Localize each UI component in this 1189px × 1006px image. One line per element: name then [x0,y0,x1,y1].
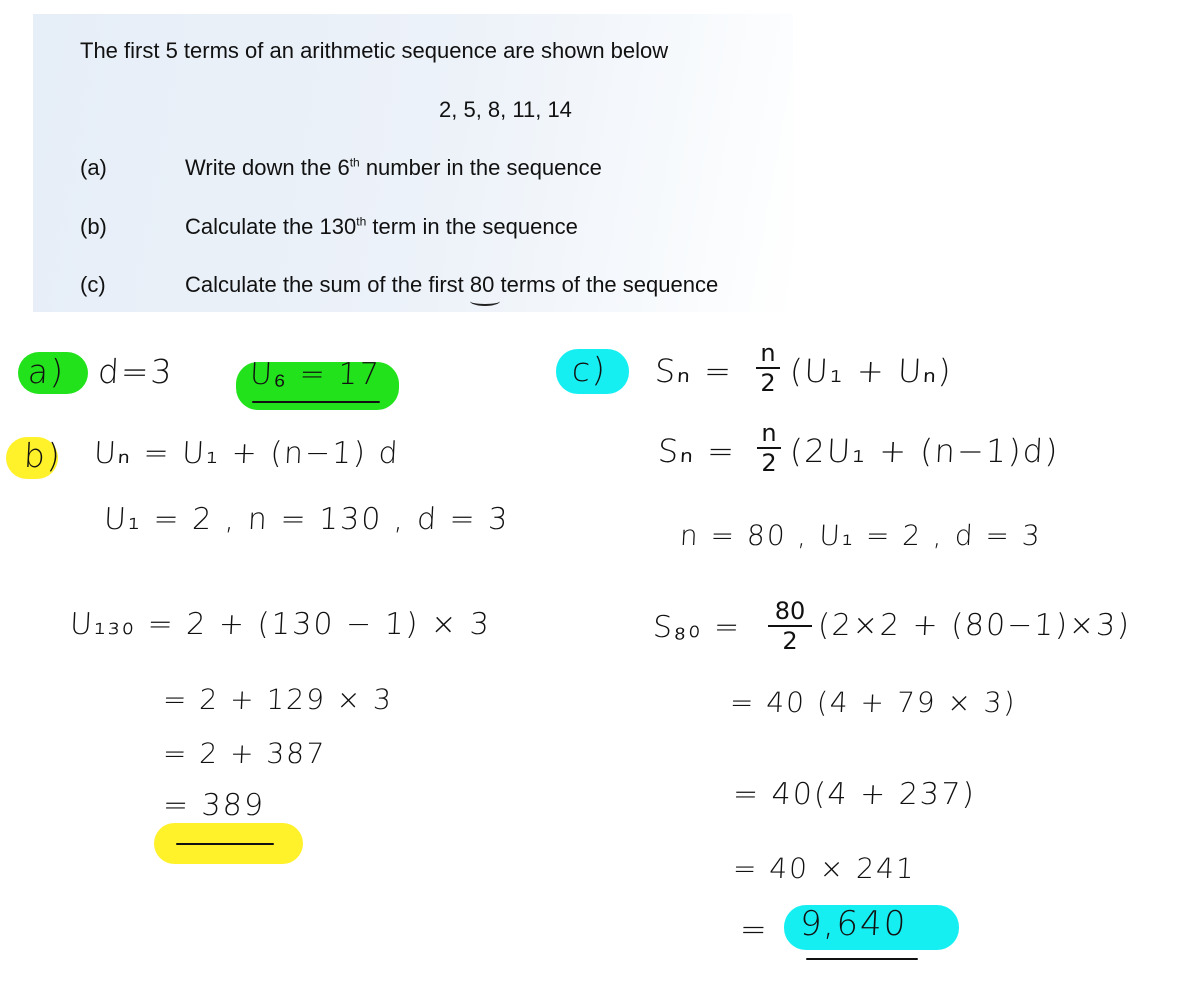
solution-c-answer: 9,640 [798,904,909,944]
solution-a-label: a) [26,352,67,391]
answer-b-underline [176,843,274,845]
sum-formula-1-left: Sₙ = [654,352,735,390]
solution-b-step-1: = 2 + 129 × 3 [162,683,394,716]
solution-b-answer: = 389 [162,788,266,823]
solution-b-values: U₁ = 2 , n = 130 , d = 3 [103,502,511,537]
sum-80-fraction: 80 2 [768,598,812,654]
part-c-text: Calculate the sum of the first 80 terms of the sequence [185,272,719,297]
solution-c-label: c) [570,350,609,389]
solution-b-step-2: = 2 + 387 [162,737,327,770]
question-intro: The first 5 terms of an arithmetic sequence are shown below [80,38,669,63]
solution-c-values: n = 80 , U₁ = 2 , d = 3 [679,519,1043,552]
sum-formula-2-fraction: n 2 [757,420,781,476]
sum-formula-2-right: (2U₁ + (n−1)d) [789,432,1061,470]
part-b-label: (b) [80,214,107,239]
solution-b-label: b) [22,436,63,475]
solution-b-substitution: U₁₃₀ = 2 + (130 − 1) × 3 [69,607,492,642]
solution-c-step-3: = 40 × 241 [732,852,917,885]
sum-formula-2-left: Sₙ = [657,432,738,470]
part-a-text: Write down the 6th number in the sequence [185,155,602,180]
sum-80-left: S₈₀ = [652,610,743,645]
underlined-term-count: 80 [469,272,495,297]
part-c-label: (c) [80,272,106,297]
answer-c-underline [806,958,918,960]
part-b-text: Calculate the 130th term in the sequence [185,214,578,239]
sequence-terms: 2, 5, 8, 11, 14 [439,97,572,122]
sum-formula-1-right: (U₁ + Uₙ) [789,352,954,390]
solution-b-formula: Uₙ = U₁ + (n−1) d [93,436,401,471]
answer-a-underline [252,401,380,403]
part-a-label: (a) [80,155,107,180]
solution-c-step-1: = 40 (4 + 79 × 3) [729,686,1018,719]
sum-formula-1-fraction: n 2 [756,340,780,396]
sum-80-right: (2×2 + (80−1)×3) [817,608,1132,643]
final-equals: = [739,910,770,948]
solution-a-answer: U₆ = 17 [249,357,382,392]
solution-c-step-2: = 40(4 + 237) [732,777,977,812]
solution-a-difference: d=3 [96,352,175,391]
